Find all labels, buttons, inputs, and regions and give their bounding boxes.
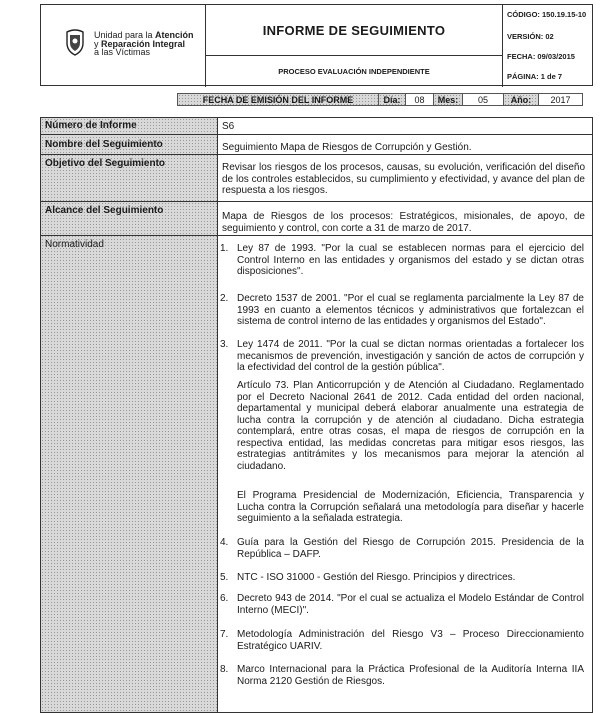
emission-date-row [177,93,582,106]
list-item: Metodología Administración del Riesgo V3 – Proceso Direccionamiento Estratégico UARIV. [237,629,584,652]
list-item-number: 6. [220,593,229,604]
list-item-number: 7. [220,629,229,640]
year-label: Año: [503,93,539,106]
list-item: Artículo 73. Plan Anticorrupción y de Atención al Ciudadano. Reglamentado por el Decreto Nacional 2641 de 2012. Cada entidad del orden nacional, departamental y municipal deberá elaborar anualmente una estrategia de lucha contra la corrupción y de atención al ciudadano. Dicha estrategia contemplará, entre otras cosas, el mapa de riesgos de corrupción en la respectiva entidad, las medidas concretas para mitigar esos riesgos, las estrategias antitrámites y los mecanismos para mejorar la atención al ciudadano. [237,380,584,472]
list-item: Decreto 943 de 2014. "Por el cual se actualiza el Modelo Estándar de Control Interno (MECI)". [237,593,584,616]
process-name: PROCESO EVALUACIÓN INDEPENDIENTE [278,66,430,76]
year-value: 2017 [538,93,583,106]
document-title: INFORME DE SEGUIMIENTO [206,5,502,56]
logo-text: Unidad para la Atención y Reparación Integral a las Víctimas [94,30,194,57]
nombre-value: Seguimiento Mapa de Riesgos de Corrupción y Gestión. [222,142,472,153]
document-meta [503,5,594,87]
normatividad-label: Normatividad [45,239,104,250]
list-item-number: 3. [220,339,229,350]
objetivo-label: Objetivo del Seguimiento [45,158,166,169]
list-item: Ley 87 de 1993. "Por la cual se establecen normas para el ejercicio del Control Interno en las entidades y organismos del estado y se dictan otras disposiciones". [237,243,584,277]
month-label: Mes: [433,93,463,106]
header-title-cell [206,5,503,87]
list-item-number: 5. [220,572,229,583]
document-header [40,4,593,86]
month-value: 05 [462,93,504,106]
objetivo-value: Revisar los riesgos de los procesos, causas, su evolución, verificación del diseño de los controles establecidos, su cumplimiento y efectividad, y avance del plan de respuesta a los riesgos. [222,162,585,196]
numero-value: S6 [222,121,235,132]
document-code: CÓDIGO: 150.19.15-10 [507,10,587,19]
list-item: Guía para la Gestión del Riesgo de Corrupción 2015. Presidencia de la República – DAFP. [237,537,584,560]
list-item: NTC - ISO 31000 - Gestión del Riesgo. Principios y directrices. [237,572,516,583]
list-item-number: 2. [220,293,229,304]
report-table [40,117,593,713]
list-item-number: 1. [220,243,229,254]
day-value: 08 [405,93,434,106]
nombre-label: Nombre del Seguimiento [45,139,163,150]
list-item-number: 4. [220,537,229,548]
list-item: Ley 1474 de 2011. "Por la cual se dictan normas orientadas a fortalecer los mecanismos de prevención, investigación y sanción de actos de corrupción y la efectividad del control de la gestión pública". [237,339,584,373]
alcance-label: Alcance del Seguimiento [45,205,164,216]
numero-label: Número de Informe [45,120,137,131]
list-item: Decreto 1537 de 2001. "Por el cual se reglamenta parcialmente la Ley 87 de 1993 en cuanto a elementos técnicos y administrativos que fortalezcan el sistema de control interno de las entidades y organismos del Estado". [237,293,584,327]
logo-cell [41,5,206,87]
day-label: Día: [378,93,406,106]
document-date: FECHA: 09/03/2015 [507,52,575,61]
list-item: El Programa Presidencial de Modernización, Eficiencia, Transparencia y Lucha contra la Corrupción señalará una metodología para diseñar y hacerle seguimiento a la señalada estrategia. [237,490,584,524]
coat-of-arms-icon [63,29,87,56]
document-page: PÁGINA: 1 de 7 [507,72,563,81]
list-item: Marco Internacional para la Práctica Profesional de la Auditoría Interna IIA Norma 2120 Gestión de Riesgos. [237,664,584,687]
alcance-value: Mapa de Riesgos de los procesos: Estratégicos, misionales, de apoyo, de seguimiento y control, con corte a 31 de marzo de 2017. [222,211,585,234]
list-item-number: 8. [220,664,229,675]
document-version: VERSIÓN: 02 [507,32,554,41]
emission-date-label: FECHA DE EMISIÓN DEL INFORME [177,93,379,106]
